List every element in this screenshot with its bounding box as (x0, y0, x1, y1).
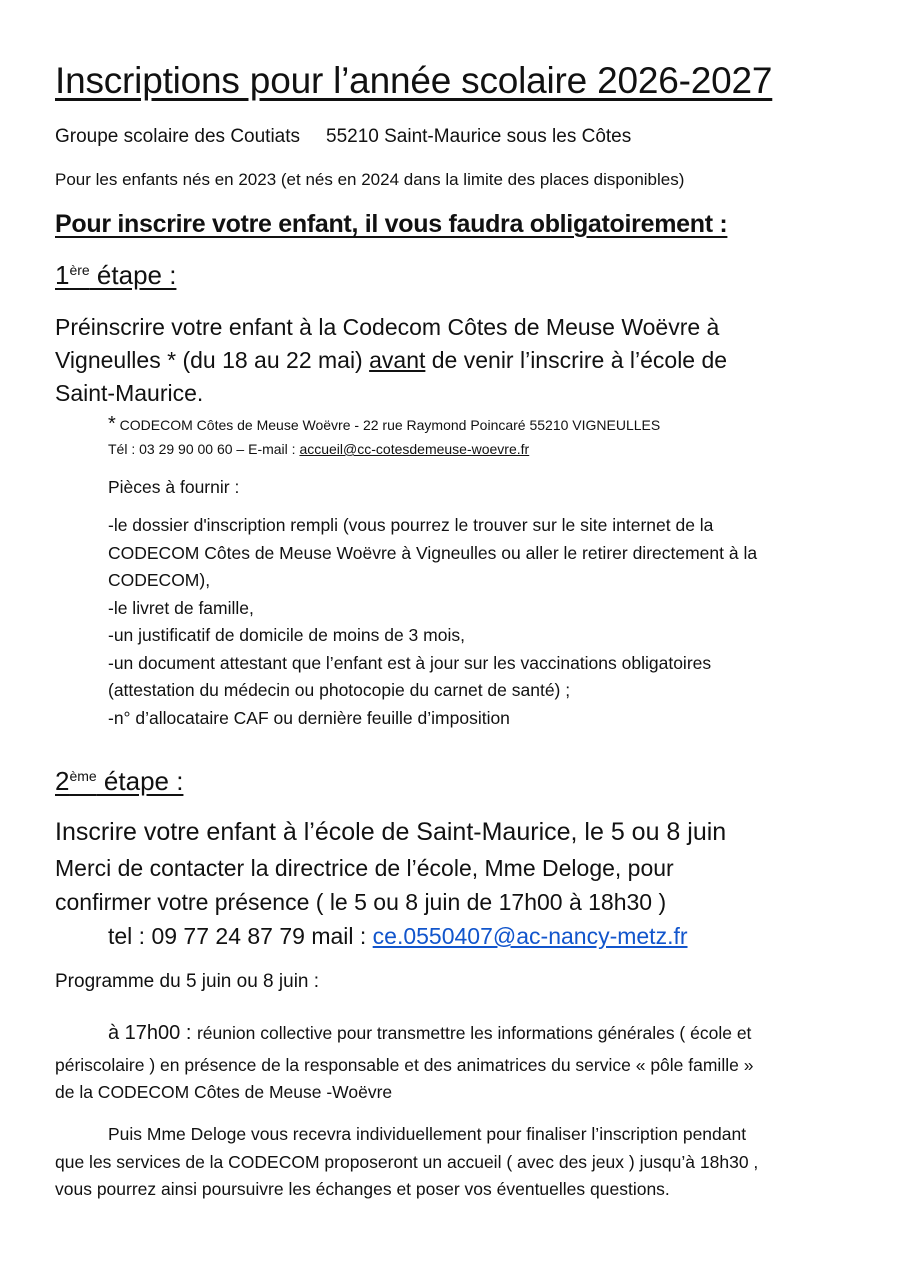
codecom-contact-note: Tél : 03 29 90 00 60 – E-mail : accueil@cc-cotesdemeuse-woevre.fr (108, 441, 530, 457)
programme-p1-line3: de la CODECOM Côtes de Meuse -Woëvre (55, 1082, 393, 1102)
step1-heading: 1ère étape : (55, 260, 177, 290)
step2-line3: confirmer votre présence ( le 5 ou 8 juin de 17h00 à 18h30 ) (55, 889, 667, 915)
list-item: CODECOM), (108, 570, 211, 590)
list-item: (attestation du médecin ou photocopie du carnet de santé) ; (108, 680, 571, 700)
list-item: -un justificatif de domicile de moins de 3 mois, (108, 625, 465, 645)
programme-p2-line2: que les services de la CODECOM proposeront un accueil ( avec des jeux ) jusqu’à 18h30 , (55, 1152, 759, 1172)
pieces-label: Pièces à fournir : (108, 477, 240, 497)
list-item: CODECOM Côtes de Meuse Woëvre à Vigneulles ou aller le retirer directement à la (108, 542, 758, 563)
school-address: 55210 Saint-Maurice sous les Côtes (326, 126, 632, 147)
step2-contact: tel : 09 77 24 87 79 mail : ce.0550407@ac-nancy-metz.fr (108, 923, 688, 949)
codecom-email-link[interactable]: accueil@cc-cotesdemeuse-woevre.fr (299, 441, 530, 457)
programme-p2-line3: vous pourrez ainsi poursuivre les échanges et poser vos éventuelles questions. (55, 1179, 670, 1199)
school-name: Groupe scolaire des Coutiats (55, 126, 301, 147)
school-email-link[interactable]: ce.0550407@ac-nancy-metz.fr (372, 923, 688, 949)
step2-heading: 2ème étape : (55, 766, 184, 796)
step2-line1: Inscrire votre enfant à l’école de Saint-Maurice, le 5 ou 8 juin (55, 818, 727, 846)
page-title: Inscriptions pour l’année scolaire 2026-2027 (55, 60, 773, 101)
programme-p1-line2: périscolaire ) en présence de la responsable et des animatrices du service « pôle famille » (55, 1055, 754, 1075)
step1-line3: Saint-Maurice. (55, 380, 204, 406)
programme-p1-line1: à 17h00 : réunion collective pour transmettre les informations générales ( école et (108, 1022, 752, 1044)
avant-emphasis: avant (369, 347, 426, 373)
step1-line1: Préinscrire votre enfant à la Codecom Côtes de Meuse Woëvre à (55, 314, 720, 340)
step2-line2: Merci de contacter la directrice de l’école, Mme Deloge, pour (55, 855, 674, 881)
codecom-address-note: * CODECOM Côtes de Meuse Woëvre - 22 rue Raymond Poincaré 55210 VIGNEULLES (108, 413, 661, 435)
pieces-list (108, 512, 757, 732)
list-item: -un document attestant que l’enfant est à jour sur les vaccinations obligatoires (108, 652, 712, 673)
eligibility-text: Pour les enfants nés en 2023 (et nés en 2024 dans la limite des places disponibles) (55, 170, 685, 189)
programme-p2-line1: Puis Mme Deloge vous recevra individuellement pour finaliser l’inscription pendant (108, 1124, 747, 1144)
programme-label: Programme du 5 juin ou 8 juin : (55, 971, 320, 992)
list-item: -n° d’allocataire CAF ou dernière feuille d’imposition (108, 707, 510, 728)
list-item: -le livret de famille, (108, 597, 254, 618)
school-line (55, 126, 631, 148)
main-heading: Pour inscrire votre enfant, il vous faudra obligatoirement : (55, 210, 728, 238)
step1-line2: Vigneulles * (du 18 au 22 mai) avant de venir l’inscrire à l’école de (55, 347, 728, 373)
list-item: -le dossier d'inscription rempli (vous pourrez le trouver sur le site internet de la (108, 515, 714, 535)
